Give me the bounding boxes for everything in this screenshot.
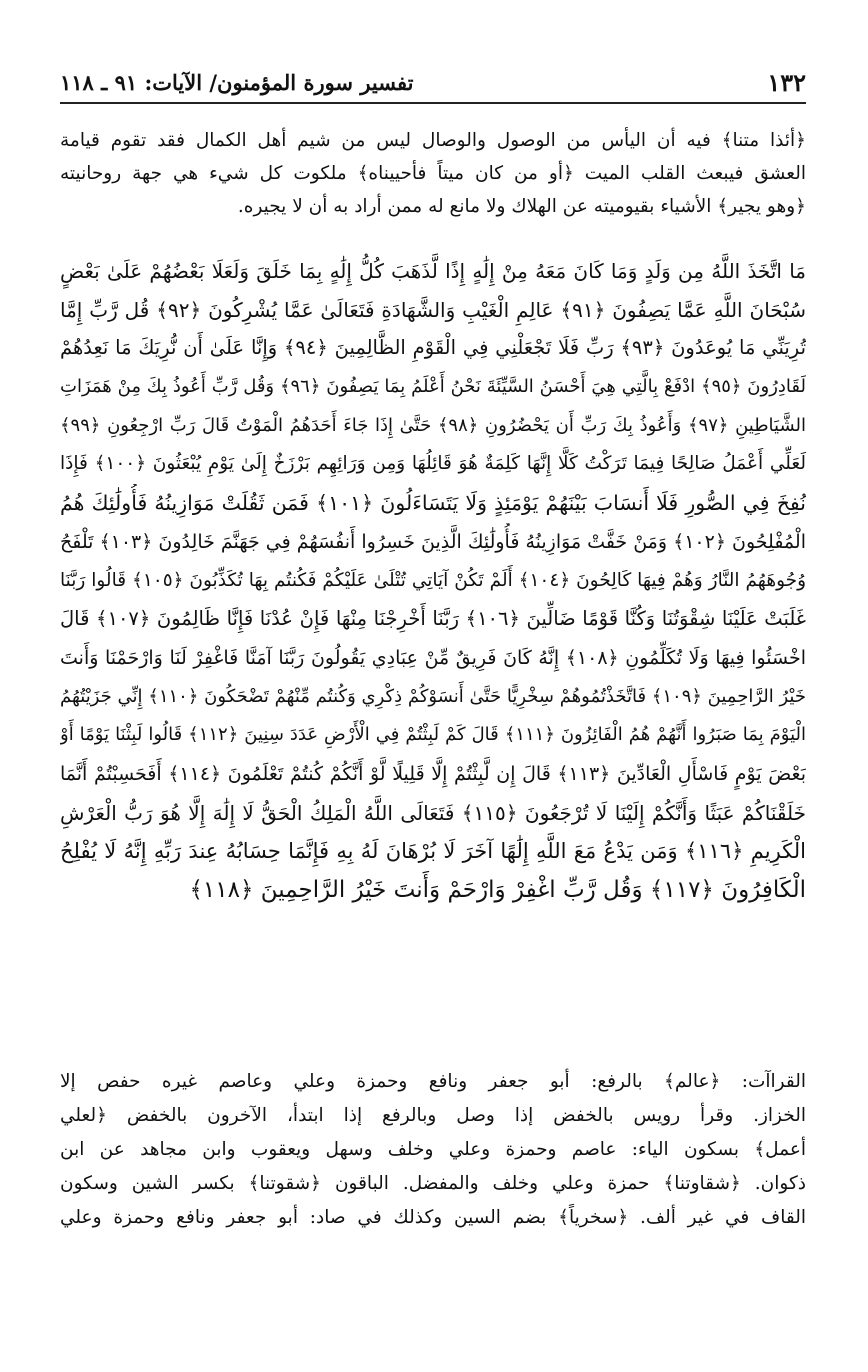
commentary-line: ﴿وهو يجير﴾ الأشياء بقيوميته عن الهلاك ولا مانع له ممن أراد به أن لا يجيره. xyxy=(237,196,806,217)
verse-line: سُبْحَانَ اللَّهِ عَمَّا يَصِفُونَ ﴿٩١﴾ عَالِمِ الْغَيْبِ وَالشَّهَادَةِ فَتَعَالَىٰ عَمَّا يُشْرِكُونَ ﴿٩٢﴾ قُل رَّبِّ إِمَّا xyxy=(60,297,806,322)
verse-line: الشَّيَاطِينِ ﴿٩٧﴾ وَأَعُوذُ بِكَ رَبِّ أَن يَحْضُرُونِ ﴿٩٨﴾ حَتَّىٰ إِذَا جَاءَ أَحَدَهُمُ الْمَوْتُ قَالَ رَبِّ ارْجِعُونِ ﴿٩٩﴾ xyxy=(60,414,806,436)
readings-line: القراآت: ﴿عالم﴾ بالرفع: أبو جعفر ونافع وحمزة وعلي وعاصم غيره حفص إلا xyxy=(60,1071,806,1092)
page-number: ١٣٢ xyxy=(767,68,806,97)
verse-line: خَلَقْنَاكُمْ عَبَثًا وَأَنَّكُمْ إِلَيْنَا لَا تُرْجَعُونَ ﴿١١٥﴾ فَتَعَالَى اللَّهُ الْمَلِكُ الْحَقُّ لَا إِلَٰهَ إِلَّا هُوَ رَبُّ الْعَرْشِ xyxy=(60,800,806,825)
verse-line: خَيْرُ الرَّاحِمِينَ ﴿١٠٩﴾ فَاتَّخَذْتُمُوهُمْ سِخْرِيًّا حَتَّىٰ أَنسَوْكُمْ ذِكْرِي وَكُنتُم مِّنْهُمْ تَضْحَكُونَ ﴿١١٠﴾ إِنِّي جَزَيْتُهُمُ xyxy=(60,685,806,707)
verse-line: الْيَوْمَ بِمَا صَبَرُوا أَنَّهُمْ هُمُ الْفَائِزُونَ ﴿١١١﴾ قَالَ كَمْ لَبِثْتُمْ فِي الْأَرْضِ عَدَدَ سِنِينَ ﴿١١٢﴾ قَالُوا لَبِثْنَا يَوْمًا أَوْ xyxy=(60,724,806,746)
commentary-line: ﴿أئذا متنا﴾ فيه أن اليأس من الوصول والوصال ليس من شيم أهل الكمال فقد تقوم قيامة xyxy=(60,130,806,151)
verse-line: الْكَرِيمِ ﴿١١٦﴾ وَمَن يَدْعُ مَعَ اللَّهِ إِلَٰهًا آخَرَ لَا بُرْهَانَ لَهُ بِهِ فَإِنَّمَا حِسَابُهُ عِندَ رَبِّهِ إِنَّهُ لَا يُفْلِحُ xyxy=(60,839,806,864)
verse-line: الْمُفْلِحُونَ ﴿١٠٢﴾ وَمَنْ خَفَّتْ مَوَازِينُهُ فَأُولَٰئِكَ الَّذِينَ خَسِرُوا أَنفُسَهُمْ فِي جَهَنَّمَ خَالِدُونَ ﴿١٠٣﴾ تَلْفَحُ xyxy=(60,530,806,553)
readings-paragraph xyxy=(60,1065,806,1235)
verse-line: اخْسَئُوا فِيهَا وَلَا تُكَلِّمُونِ ﴿١٠٨﴾ إِنَّهُ كَانَ فَرِيقٌ مِّنْ عِبَادِي يَقُولُونَ رَبَّنَا آمَنَّا فَاغْفِرْ لَنَا وَارْحَمْنَا وَأَنتَ xyxy=(60,646,806,669)
verse-line: لَعَلِّي أَعْمَلُ صَالِحًا فِيمَا تَرَكْتُ كَلَّا إِنَّهَا كَلِمَةٌ هُوَ قَائِلُهَا وَمِن وَرَائِهِم بَرْزَخٌ إِلَىٰ يَوْمِ يُبْعَثُونَ ﴿١٠٠﴾ فَإِذَا xyxy=(60,453,806,475)
verse-line: مَا اتَّخَذَ اللَّهُ مِن وَلَدٍ وَمَا كَانَ مَعَهُ مِنْ إِلَٰهٍ إِذًا لَّذَهَبَ كُلُّ إِلَٰهٍ بِمَا خَلَقَ وَلَعَلَا بَعْضُهُمْ عَلَىٰ بَعْضٍ xyxy=(60,259,806,283)
readings-line: أعمل﴾ بسكون الياء: عاصم وحمزة وعلي وخلف وسهل ويعقوب وابن مجاهد عن ابن xyxy=(60,1139,806,1160)
verse-line: غَلَبَتْ عَلَيْنَا شِقْوَتُنَا وَكُنَّا قَوْمًا ضَالِّينَ ﴿١٠٦﴾ رَبَّنَا أَخْرِجْنَا مِنْهَا فَإِنْ عُدْنَا فَإِنَّا ظَالِمُونَ ﴿١٠٧﴾ قَالَ xyxy=(60,607,806,631)
quran-verses xyxy=(60,252,806,910)
readings-line: الخزاز. وقرأ رويس بالخفض إذا وصل وبالرفع إذا ابتدأ، الآخرون بالخفض ﴿لعلي xyxy=(60,1105,806,1126)
verse-line: وُجُوهَهُمُ النَّارُ وَهُمْ فِيهَا كَالِحُونَ ﴿١٠٤﴾ أَلَمْ تَكُنْ آيَاتِي تُتْلَىٰ عَلَيْكُمْ فَكُنتُم بِهَا تُكَذِّبُونَ ﴿١٠٥﴾ قَالُوا رَبَّنَا xyxy=(60,569,806,591)
page-header xyxy=(60,62,806,104)
verse-line: تُرِيَنِّي مَا يُوعَدُونَ ﴿٩٣﴾ رَبِّ فَلَا تَجْعَلْنِي فِي الْقَوْمِ الظَّالِمِينَ ﴿٩٤﴾ وَإِنَّا عَلَىٰ أَن نُّرِيَكَ مَا نَعِدُهُمْ xyxy=(60,336,806,360)
commentary-line: العشق فيبعث القلب الميت ﴿أو من كان ميتاً فأحييناه﴾ ملكوت كل شيء هي جهة روحانيته xyxy=(60,163,806,184)
verse-line: الْكَافِرُونَ ﴿١١٧﴾ وَقُل رَّبِّ اغْفِرْ وَارْحَمْ وَأَنتَ خَيْرُ الرَّاحِمِينَ ﴿١١٨﴾ xyxy=(189,877,806,903)
verse-line: لَقَادِرُونَ ﴿٩٥﴾ ادْفَعْ بِالَّتِي هِيَ أَحْسَنُ السَّيِّئَةَ نَحْنُ أَعْلَمُ بِمَا يَصِفُونَ ﴿٩٦﴾ وَقُل رَّبِّ أَعُوذُ بِكَ مِنْ هَمَزَاتِ xyxy=(60,376,806,398)
readings-line: ذكوان. ﴿شقاوتنا﴾ حمزة وعلي وخلف والمفضل. الباقون ﴿شقوتنا﴾ بكسر الشين وسكون xyxy=(60,1173,806,1194)
verse-line: نُفِخَ فِي الصُّورِ فَلَا أَنسَابَ بَيْنَهُمْ يَوْمَئِذٍ وَلَا يَتَسَاءَلُونَ ﴿١٠١﴾ فَمَن ثَقُلَتْ مَوَازِينُهُ فَأُولَٰئِكَ هُمُ xyxy=(60,491,806,516)
commentary-paragraph xyxy=(60,124,806,223)
verse-line: بَعْضَ يَوْمٍ فَاسْأَلِ الْعَادِّينَ ﴿١١٣﴾ قَالَ إِن لَّبِثْتُمْ إِلَّا قَلِيلًا لَّوْ أَنَّكُمْ كُنتُمْ تَعْلَمُونَ ﴿١١٤﴾ أَفَحَسِبْتُمْ أَنَّمَا xyxy=(60,762,806,785)
running-title: تفسير سورة المؤمنون/ الآيات: ٩١ ـ ١١٨ xyxy=(60,70,414,95)
readings-line: القاف في غير ألف. ﴿سخرياً﴾ بضم السين وكذلك في صاد: أبو جعفر ونافع وحمزة وعلي xyxy=(60,1207,806,1228)
